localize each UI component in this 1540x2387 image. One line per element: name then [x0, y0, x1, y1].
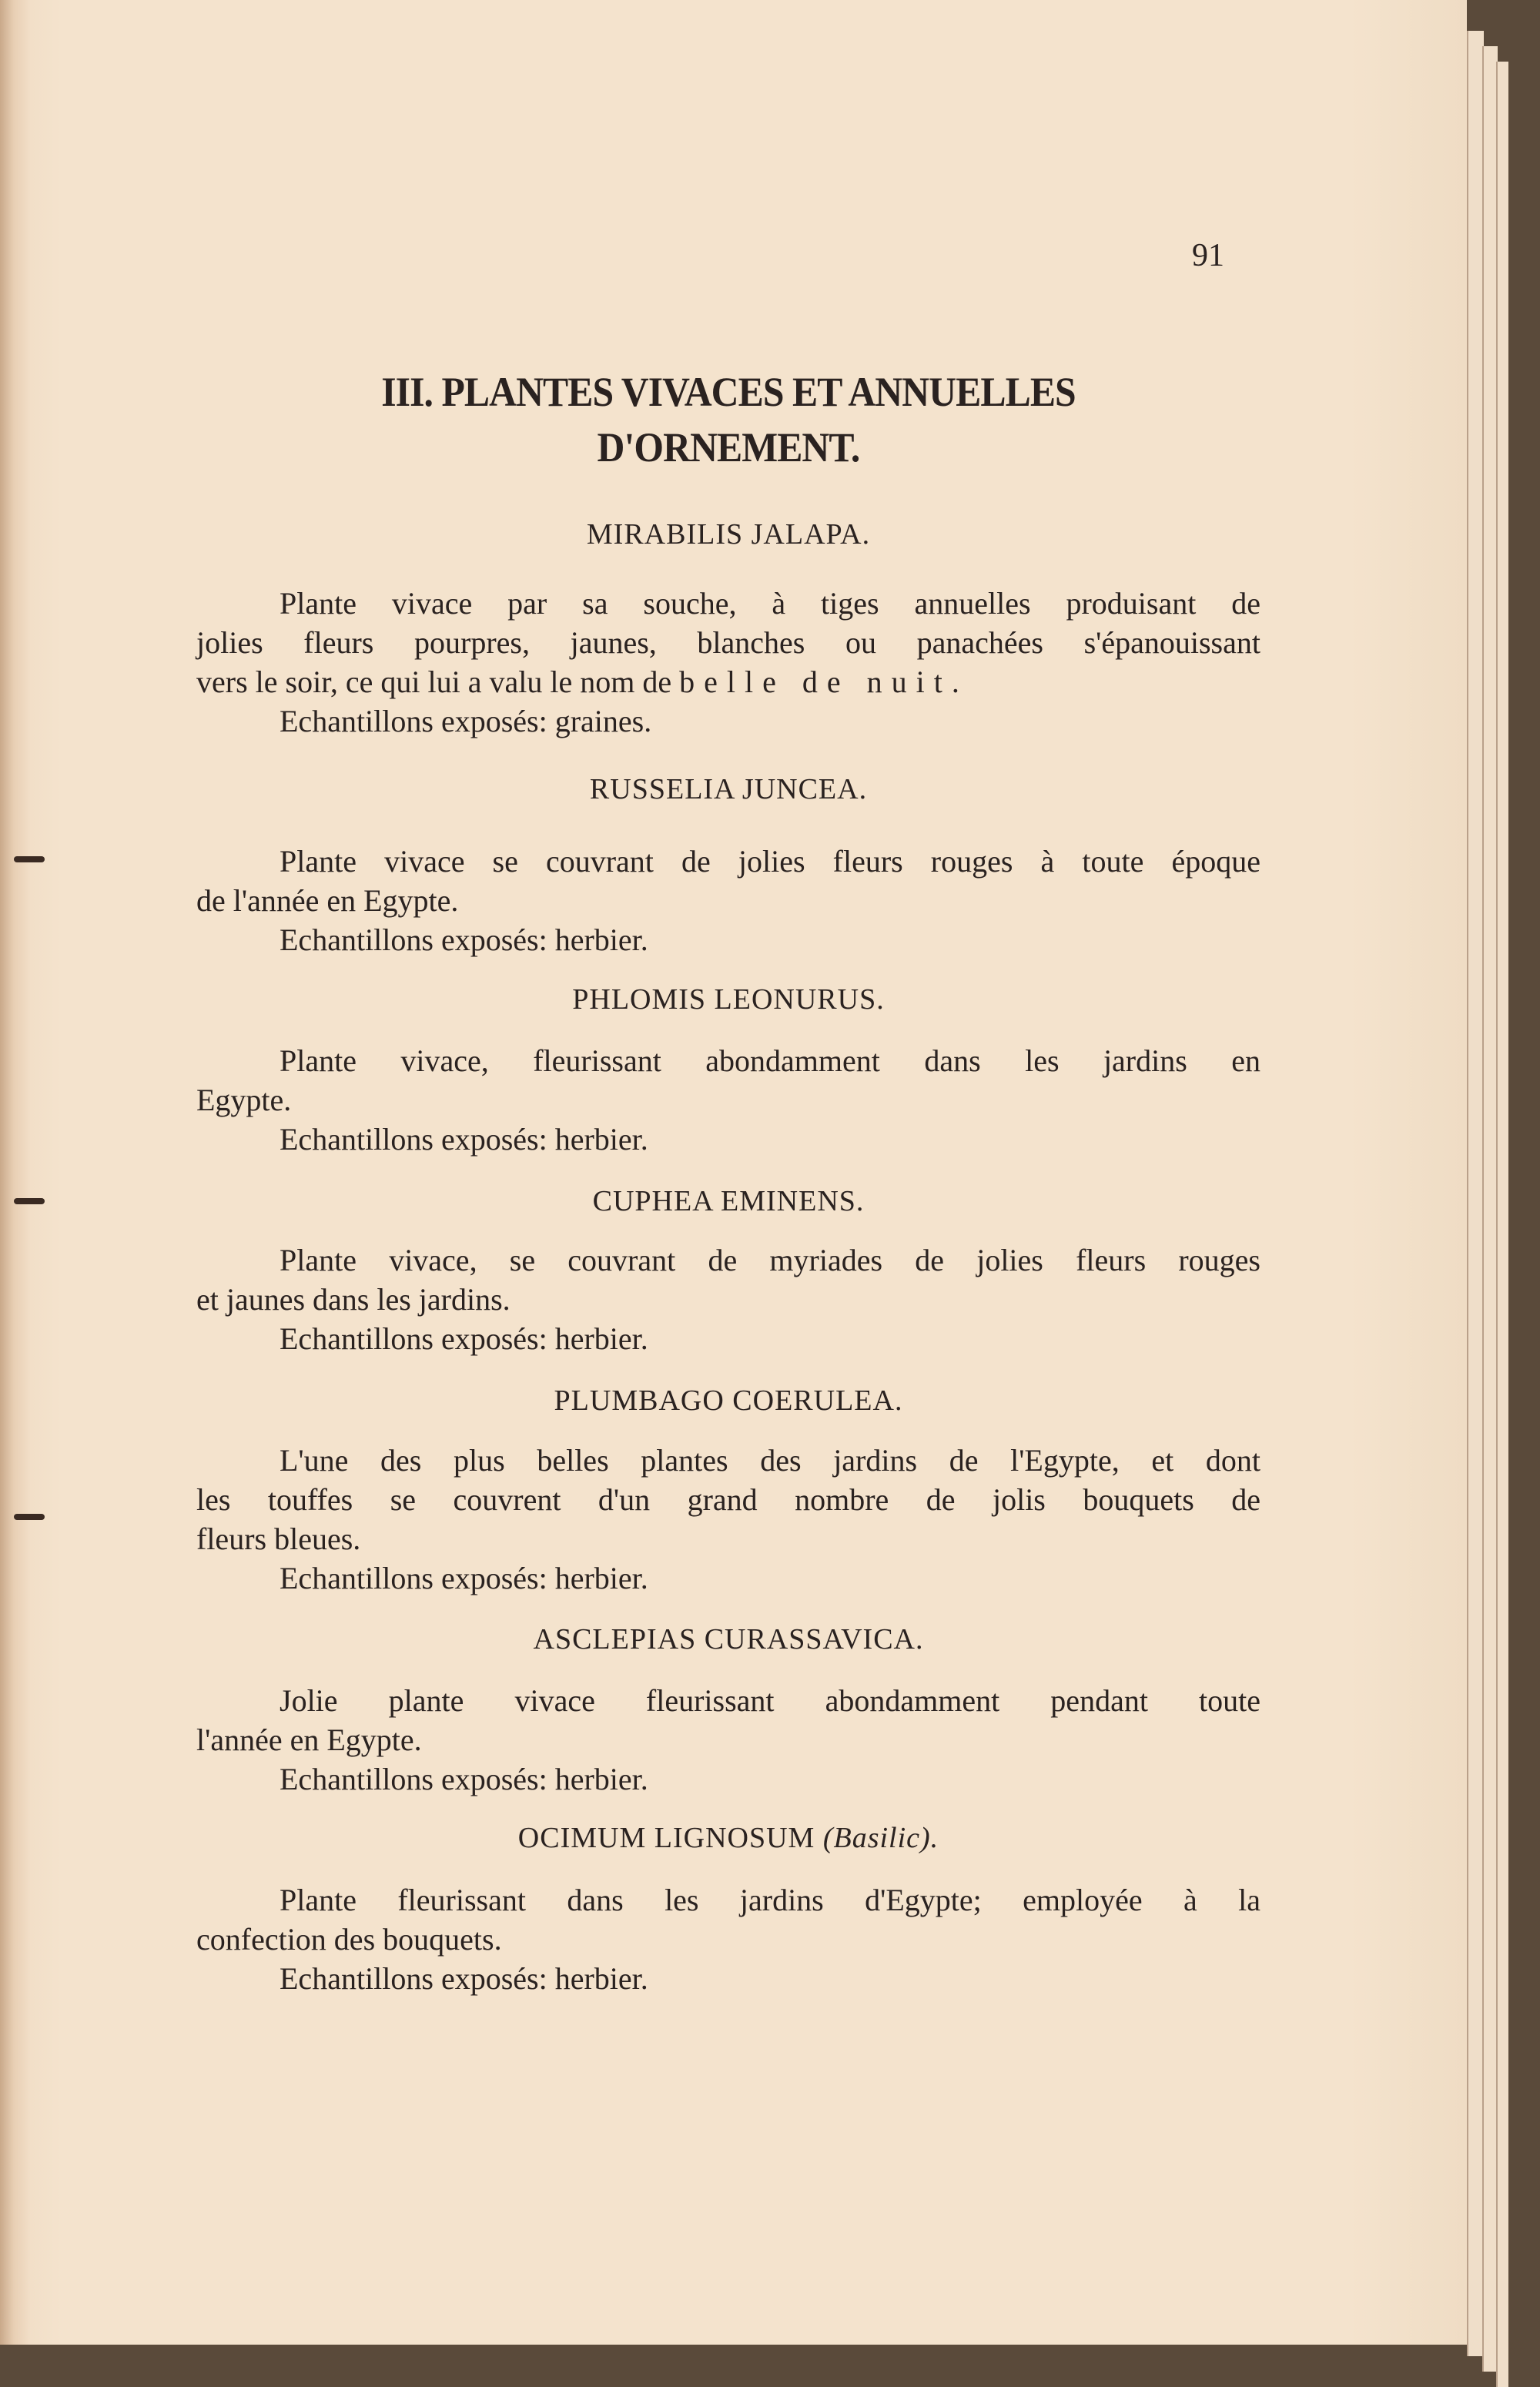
specimens-note: Echantillons exposés: herbier.	[280, 1122, 648, 1157]
section-heading	[196, 517, 1260, 551]
section-heading	[196, 1384, 1260, 1418]
paragraph-line: Plante fleurissant dans les jardins d'Egypte; employée à la	[280, 1883, 1260, 1917]
section-paragraph	[196, 584, 1260, 741]
section-paragraph	[196, 1681, 1260, 1799]
section-heading-text: RUSSELIA JUNCEA.	[589, 773, 868, 805]
specimens-note: Echantillons exposés: herbier.	[280, 1961, 648, 1996]
paragraph-line: fleurs bleues.	[196, 1522, 361, 1556]
section-heading-text: PHLOMIS LEONURUS.	[572, 983, 885, 1016]
line-text: vers le soir, ce qui lui a valu le nom de	[196, 665, 680, 699]
page-edge	[1496, 62, 1508, 2387]
specimens-note: Echantillons exposés: herbier.	[280, 1762, 648, 1796]
section-heading	[196, 772, 1260, 806]
emphasized-term: belle de nuit	[679, 665, 952, 699]
section-heading	[196, 1821, 1260, 1855]
line-end: .	[951, 665, 959, 699]
section-heading	[196, 983, 1260, 1016]
page-edge	[1482, 46, 1498, 2372]
paragraph-line: et jaunes dans les jardins.	[196, 1282, 511, 1317]
binding-thread	[14, 856, 45, 862]
specimens-note: Echantillons exposés: herbier.	[280, 1561, 648, 1595]
section-paragraph	[196, 1240, 1260, 1358]
paragraph-line: de l'année en Egypte.	[196, 883, 459, 918]
section-heading-italic: (Basilic).	[822, 1822, 939, 1854]
paragraph-line: jolies fleurs pourpres, jaunes, blanches ou panachées s'épanouissant	[196, 625, 1260, 660]
binding-thread	[14, 1198, 45, 1204]
paragraph-line	[196, 662, 1260, 701]
section-paragraph	[196, 1041, 1260, 1159]
section-paragraph	[196, 842, 1260, 959]
chapter-title-line-2: D'ORNEMENT.	[597, 424, 860, 470]
paragraph-line: Egypte.	[196, 1083, 292, 1117]
page-edge	[1467, 31, 1484, 2356]
paragraph-line: Plante vivace, se couvrant de myriades de jolies fleurs rouges	[280, 1243, 1260, 1277]
paragraph-line: l'année en Egypte.	[196, 1722, 422, 1757]
section-heading-text: ASCLEPIAS CURASSAVICA.	[533, 1623, 924, 1656]
paragraph-line: Jolie plante vivace fleurissant abondamment pendant toute	[280, 1683, 1260, 1718]
section-heading	[196, 1622, 1260, 1656]
section-paragraph	[196, 1441, 1260, 1598]
binding-thread	[14, 1514, 45, 1520]
paragraph-line: Plante vivace, fleurissant abondamment dans les jardins en	[280, 1043, 1260, 1078]
section-paragraph	[196, 1880, 1260, 1998]
specimens-note: Echantillons exposés: herbier.	[280, 1321, 648, 1356]
section-heading-text: PLUMBAGO COERULEA.	[554, 1384, 903, 1417]
section-heading-text: CUPHEA EMINENS.	[592, 1185, 865, 1217]
specimens-note: Echantillons exposés: herbier.	[280, 922, 648, 957]
specimens-note: Echantillons exposés: graines.	[280, 704, 652, 738]
page-number: 91	[1192, 238, 1224, 273]
chapter-title-line-1: III. PLANTES VIVACES ET ANNUELLES	[381, 369, 1076, 415]
paragraph-line: les touffes se couvrent d'un grand nombre de jolis bouquets de	[196, 1482, 1260, 1517]
paragraph-line: L'une des plus belles plantes des jardins de l'Egypte, et dont	[280, 1443, 1260, 1478]
paragraph-line: confection des bouquets.	[196, 1922, 502, 1957]
paragraph-line: Plante vivace se couvrant de jolies fleurs rouges à toute époque	[280, 844, 1260, 879]
section-heading	[196, 1184, 1260, 1218]
paragraph-line: Plante vivace par sa souche, à tiges annuelles produisant de	[280, 586, 1260, 621]
section-heading-text: MIRABILIS JALAPA.	[586, 518, 871, 551]
section-heading-text: OCIMUM LIGNOSUM	[517, 1822, 823, 1854]
